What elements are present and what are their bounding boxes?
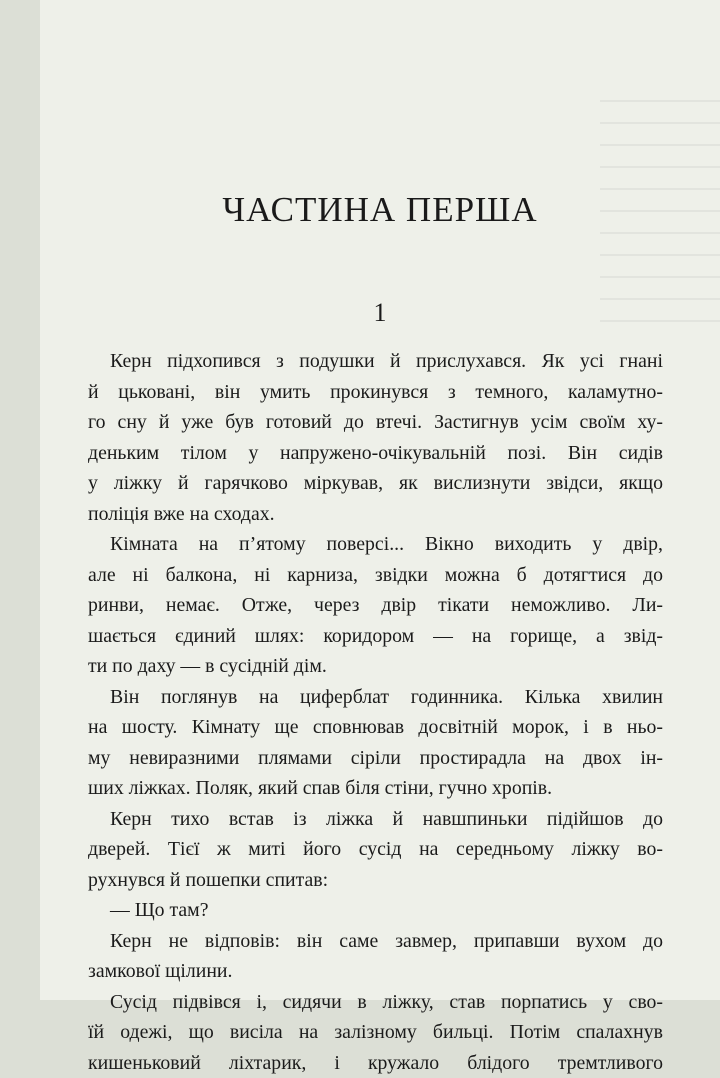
- text-line: Він поглянув на циферблат годинника. Кілька хвилин: [88, 682, 663, 713]
- text-line: ших ліжках. Поляк, який спав біля стіни, гучно хропів.: [88, 773, 663, 804]
- text-line: ринви, немає. Отже, через двір тікати неможливо. Ли-: [88, 590, 663, 621]
- text-line: й цьковані, він умить прокинувся з темного, каламутно-: [88, 377, 663, 408]
- text-line: деньким тілом у напружено-очікувальній позі. Він сидів: [88, 438, 663, 469]
- body-text: [88, 346, 663, 1078]
- text-line: їй одежі, що висіла на залізному бильці. Потім спалахнув: [88, 1017, 663, 1048]
- part-heading: ЧАСТИНА ПЕРША: [40, 190, 720, 230]
- text-line: му невиразними плямами сіріли простирадла на двох ін-: [88, 743, 663, 774]
- text-line: — Що там?: [88, 895, 663, 926]
- text-line: ти по даху — в сусідній дім.: [88, 651, 663, 682]
- book-page: [40, 0, 720, 1000]
- text-line: рухнувся й пошепки спитав:: [88, 865, 663, 896]
- text-line: Сусід підвівся і, сидячи в ліжку, став порпатись у сво-: [88, 987, 663, 1018]
- text-line: Керн тихо встав із ліжка й навшпиньки підійшов до: [88, 804, 663, 835]
- text-line: у ліжку й гарячково міркував, як вислизнути звідси, якщо: [88, 468, 663, 499]
- text-line: але ні балкона, ні карниза, звідки можна б дотягтися до: [88, 560, 663, 591]
- chapter-number: 1: [40, 298, 720, 328]
- text-line: Кімната на п’ятому поверсі... Вікно виходить у двір,: [88, 529, 663, 560]
- text-line: на шосту. Кімнату ще сповнював досвітній морок, і в ньо-: [88, 712, 663, 743]
- text-line: кишеньковий ліхтарик, і кружало блідого тремтливого: [88, 1048, 663, 1078]
- text-line: дверей. Тієї ж миті його сусід на середньому ліжку во-: [88, 834, 663, 865]
- text-line: Керн підхопився з подушки й прислухався. Як усі гнані: [88, 346, 663, 377]
- text-line: замкової щілини.: [88, 956, 663, 987]
- text-line: шається єдиний шлях: коридором — на горище, а звід-: [88, 621, 663, 652]
- text-line: го сну й уже був готовий до втечі. Застигнув усім своїм ху-: [88, 407, 663, 438]
- text-line: поліція вже на сходах.: [88, 499, 663, 530]
- text-line: Керн не відповів: він саме завмер, припавши вухом до: [88, 926, 663, 957]
